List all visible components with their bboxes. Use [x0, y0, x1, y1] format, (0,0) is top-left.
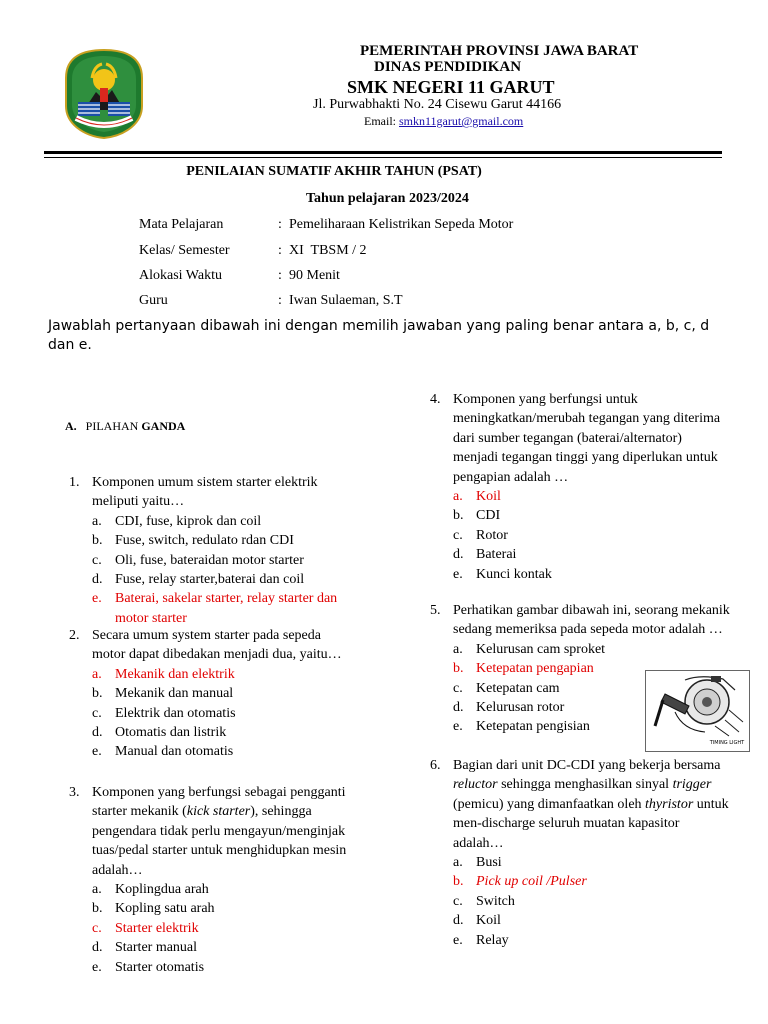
info-colon: : — [278, 268, 282, 283]
option-c[interactable]: c. Ketepatan cam — [453, 680, 560, 696]
question-stem: Secara umum system starter pada sepeda motor dapat dibedakan menjadi dua, yaitu… — [92, 628, 342, 663]
option-c-correct[interactable]: c. Starter elektrik — [92, 920, 199, 936]
info-value: Iwan Sulaeman, S.T — [289, 293, 403, 308]
question-stem: Perhatikan gambar dibawah ini, seorang mekanik sedang memeriksa pada sepeda motor adalah … — [453, 603, 730, 638]
option-e[interactable]: e. Ketepatan pengisian — [453, 719, 590, 735]
question-stem: Komponen yang berfungsi sebagai pengganti starter mekanik (kick starter), sehingga pengendara tidak perlu mengayun/menginjak tuas/pedal starter untuk menghidupkan mesin adalah… — [92, 785, 347, 878]
email-label: Email: — [364, 114, 399, 128]
question-1 — [69, 473, 354, 628]
section-word1: PILAHAN — [85, 419, 139, 433]
school-email — [364, 114, 523, 129]
option-d[interactable]: d. Baterai — [453, 547, 517, 563]
option-e[interactable]: e. Starter otomatis — [92, 959, 205, 975]
province-emblem-logo — [62, 48, 146, 140]
figure-caption: TIMING LIGHT — [709, 740, 745, 746]
option-e-correct[interactable]: e. Baterai, sakelar starter, relay starter dan motor starter — [92, 591, 338, 626]
option-c[interactable]: c. Rotor — [453, 527, 508, 543]
info-colon: : — [278, 243, 282, 258]
info-value: XI TBSM / 2 — [289, 243, 367, 258]
section-letter: A. — [65, 419, 77, 433]
option-a[interactable]: a. Koplingdua arah — [92, 882, 209, 898]
question-number: 3. — [69, 785, 80, 800]
option-d[interactable]: d. Fuse, relay starter,baterai dan coil — [92, 572, 305, 588]
option-b[interactable]: b. CDI — [453, 508, 501, 524]
question-stem: Komponen umum sistem starter elektrik meliputi yaitu… — [92, 475, 318, 510]
option-a[interactable]: a. Busi — [453, 855, 502, 871]
question-number: 6. — [430, 758, 441, 773]
question-number: 4. — [430, 392, 441, 407]
school-address: Jl. Purwabhakti No. 24 Cisewu Garut 44166 — [313, 97, 562, 112]
question-2 — [69, 626, 354, 762]
question-stem: Bagian dari unit DC-CDI yang bekerja bersama reluctor sehingga menghasilkan sinyal trigger (pemicu) yang dimanfaatkan oleh thyristor untuk men-discharge seluruh muatan kapasitor adalah… — [453, 758, 729, 851]
letterhead-line1: PEMERINTAH PROVINSI JAWA BARAT — [360, 43, 639, 59]
school-name: SMK NEGERI 11 GARUT — [347, 77, 555, 97]
section-heading — [65, 419, 185, 434]
option-d[interactable]: d. Koil — [453, 913, 501, 929]
option-b[interactable]: b. Fuse, switch, redulato rdan CDI — [92, 533, 294, 549]
question-stem: Komponen yang berfungsi untuk meningkatkan/merubah tegangan yang diterima dari sumber tegangan (baterai/alternator) menjadi tegangan tinggi yang diperlukan untuk pengapian adalah … — [453, 392, 721, 485]
info-colon: : — [278, 217, 282, 232]
question-4 — [430, 390, 730, 584]
info-value: 90 Menit — [289, 268, 340, 283]
option-e[interactable]: e. Manual dan otomatis — [92, 744, 234, 760]
option-a[interactable]: a. Kelurusan cam sproket — [453, 641, 606, 657]
letterhead-rule-thick — [44, 151, 722, 154]
exam-title: PENILAIAN SUMATIF AKHIR TAHUN (PSAT) — [186, 164, 482, 179]
question-3 — [69, 783, 354, 977]
timing-light-figure — [645, 670, 750, 752]
info-label: Kelas/ Semester — [139, 243, 230, 258]
option-e[interactable]: e. Relay — [453, 932, 509, 948]
email-link[interactable]: smkn11garut@gmail.com — [399, 114, 524, 128]
letterhead-rule-thin — [44, 157, 722, 158]
question-number: 2. — [69, 628, 80, 643]
option-b-correct[interactable]: b. Pick up coil /Pulser — [453, 874, 587, 890]
option-b-correct[interactable]: b. Ketepatan pengapian — [453, 661, 594, 677]
question-number: 5. — [430, 603, 441, 618]
question-6 — [430, 756, 730, 950]
instruction-text: Jawablah pertanyaan dibawah ini dengan memilih jawaban yang paling benar antara a, b, c, d dan e. — [48, 318, 710, 353]
option-c[interactable]: c. Switch — [453, 893, 515, 909]
letterhead-line2: DINAS PENDIDIKAN — [374, 59, 522, 75]
info-value: Pemeliharaan Kelistrikan Sepeda Motor — [289, 217, 514, 232]
option-d[interactable]: d. Kelurusan rotor — [453, 700, 565, 716]
info-label: Alokasi Waktu — [139, 268, 222, 283]
option-b[interactable]: b. Kopling satu arah — [92, 901, 215, 917]
option-a-correct[interactable]: a. Mekanik dan elektrik — [92, 666, 235, 682]
option-b[interactable]: b. Mekanik dan manual — [92, 686, 234, 702]
section-word2: GANDA — [141, 419, 186, 433]
info-label: Guru — [139, 293, 168, 308]
question-number: 1. — [69, 475, 80, 490]
option-d[interactable]: d. Otomatis dan listrik — [92, 725, 227, 741]
option-e[interactable]: e. Kunci kontak — [453, 566, 552, 582]
info-colon: : — [278, 293, 282, 308]
option-c[interactable]: c. Oli, fuse, bateraidan motor starter — [92, 552, 304, 568]
option-a[interactable]: a. CDI, fuse, kiprok dan coil — [92, 513, 262, 529]
option-a-correct[interactable]: a. Koil — [453, 489, 501, 505]
exam-year: Tahun pelajaran 2023/2024 — [306, 191, 469, 206]
option-c[interactable]: c. Elektrik dan otomatis — [92, 705, 236, 721]
info-label: Mata Pelajaran — [139, 217, 224, 232]
option-d[interactable]: d. Starter manual — [92, 940, 198, 956]
